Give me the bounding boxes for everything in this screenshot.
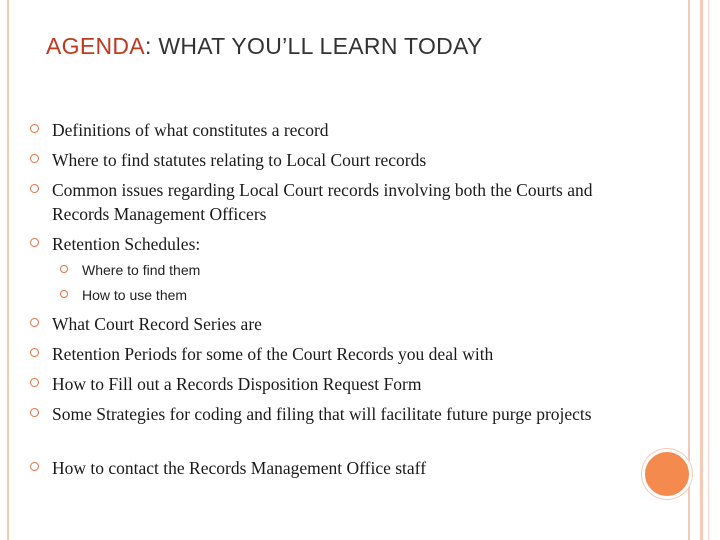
list-item-text: Some Strategies for coding and filing that will facilitate future purge projects (52, 404, 592, 424)
bullet-icon (30, 184, 39, 193)
list-item-text: How to contact the Records Management Office staff (52, 458, 427, 478)
list-item-text: What Court Record Series are (52, 314, 262, 334)
sub-bullet-icon (60, 265, 68, 273)
sub-bullet-icon (60, 290, 68, 298)
title-accent: AGENDA (46, 33, 145, 59)
title-rest: : WHAT YOU’LL LEARN TODAY (144, 33, 483, 59)
right-decorative-rule-3 (708, 0, 709, 540)
bullet-icon (30, 348, 39, 357)
sub-list-item-text: How to use them (82, 287, 188, 303)
bullet-icon (30, 124, 39, 133)
left-decorative-rule (7, 0, 9, 540)
bullet-icon (30, 154, 39, 163)
right-decorative-rule-2 (700, 0, 703, 540)
list-item-text: Common issues regarding Local Court records involving both the Courts and Records Management Officers (52, 180, 593, 224)
list-item-text: Retention Schedules: (52, 234, 201, 254)
list-item-text: Definitions of what constitutes a record (52, 120, 329, 140)
bullet-icon (30, 318, 39, 327)
bullet-icon (30, 378, 39, 387)
decorative-circle (642, 449, 692, 499)
sub-list-item-text: Where to find them (82, 262, 201, 278)
right-decorative-rule (688, 0, 690, 540)
bullet-icon (30, 462, 39, 471)
list-item-text: Where to find statutes relating to Local Court records (52, 150, 427, 170)
list-item-text: Retention Periods for some of the Court Records you deal with (52, 344, 494, 364)
bullet-icon (30, 408, 39, 417)
bullet-icon (30, 238, 39, 247)
list-item-text: How to Fill out a Records Disposition Request Form (52, 374, 422, 394)
slide-title (46, 33, 483, 60)
